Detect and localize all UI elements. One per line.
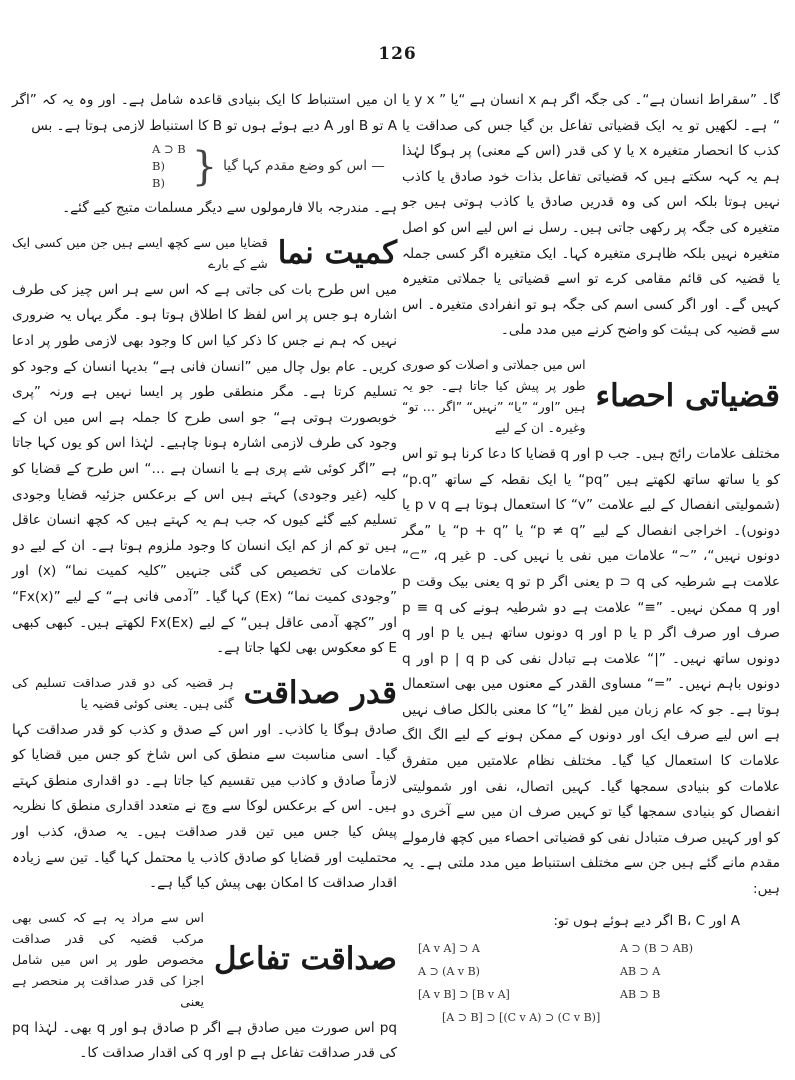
left-column: [12, 88, 397, 1069]
section-title-quantifier: کمیت نما: [277, 234, 397, 271]
axiom-formula: AB ⊃ A: [620, 965, 661, 979]
formula-condition-line: A اور B، C اگر دیے ہوئے ہوں تو:: [553, 912, 740, 929]
section-intro-propositional-calculus: اس میں جملاتی و اصلات کو صوری طور پر پیش کیا جاتا ہے۔ جو یہ ہیں ”اور“ ”یا“ ”نہیں“ ”اگر … تو“ وغیرہ۔ ان کے لیے: [402, 356, 586, 435]
section-intro-truth-value: ہر قضیہ کی دو قدر صداقت تسلیم کی گئی ہیں۔ یعنی کوئی قضیہ یا: [12, 674, 234, 711]
paragraph-quantifier: میں اس طرح بات کی جاتی ہے کہ اس سے ہر اس چیز کی طرف اشارہ ہو جس پر اس لفظ کا اطلاق ہوتا ہو۔ مگر یہاں یہ ضروری نہیں کہ ہم نے جس کا ذکر کیا اس کا وجود بھی لازمی طور پر ادعا کریں۔ عام بول چال میں ”انسان فانی ہے“ بدیہا انسان کے وجود کو تسلیم کرتا ہے۔ مگر منطقی طور پر ایسا نہیں ہے ورنہ ”پری خوبصورت ہوتی ہے“ جو اسی طرح کا جملہ ہے اس میں ان کے وجود کی طرف لازمی اشارہ ہونا چاہیے۔ لہٰذا اس کو یوں کہا جاتا ہے ”اگر کوئی شے پری ہے یا انسان ہے …“ اس طرح کے قضایا کو کلیہ (غیر وجودی) کہتے ہیں اس کے برعکس جزئیہ قضایا وجودی تسلیم کیے گئے کیوں کہ جب ہم یہ کہتے ہیں کہ کچھ انسان عاقل ہیں تو کم از کم ایک انسان کا وجود ملزوم ہوتا ہے۔ ان کے لیے دو علامات کی تخصیص کی گئی جنہیں ”کلیہ کمیت نما“ (x) اور ”وجودی کمیت نما“ (Ex) کہا گیا۔ ”آدمی فانی ہے“ کے لیے ”(x)Fx“ اور ”کچھ آدمی عاقل ہیں“ کے لیے (Ex)Fx لکھتے ہیں۔ کبھی کبھی E کو معکوس بھی لکھا جاتا ہے۔: [12, 281, 397, 657]
formula-line: B): [152, 176, 165, 191]
section-header-quantifier: [12, 232, 397, 274]
paragraph-modus-ponens: ان میں استنباط کا ایک بنیادی قاعدہ شامل ہے۔ اور وہ یہ کہ ”اگر A تو B اور A دیے ہوئے ہوں تو B کا استنباط لازمی ہوتا ہے۔ بس: [12, 92, 397, 134]
modus-ponens-lines: [152, 141, 186, 192]
section-title-propositional-calculus: قضیاتی احصاء: [595, 377, 780, 414]
modus-ponens-note: — اس کو وضع مقدم کہا گیا: [223, 158, 385, 175]
section-title-truth-value: قدر صداقت: [243, 674, 397, 711]
axiom-formulas: [418, 940, 780, 1027]
formula-line: B): [152, 159, 165, 174]
section-intro-quantifier: قضایا میں سے کچھ ایسے ہیں جن میں کسی ایک شے کے بارے: [12, 234, 268, 271]
axiom-formula: A ⊃ (A v B): [418, 965, 480, 979]
section-title-truth-function: صداقت تفاعل: [214, 941, 397, 978]
right-column: [402, 88, 780, 1027]
page-number: 126: [378, 44, 417, 64]
axiom-formula: A ⊃ (B ⊃ AB): [620, 942, 694, 956]
paragraph-propositional-function: گا۔ ”سقراط انسان ہے“۔ کی جگہ اگر ہم x انسان ہے “یا ” y x یا “ ہے۔ لکھیں تو یہ ایک قضیاتی تفاعل بن گیا جس کی صداقت یا کذب کا انحصار متغیرہ x یا y کی قدر (اس کے معنی) پر ہوگا لہٰذا ہم یہ کہہ سکتے ہیں کہ قضیاتی تفاعل بذات خود صادق یا کاذب نہیں ہوتا بلکہ اس کی وہ قدریں صادق یا کاذب ہوتی ہیں جو متغیرہ کی جگہ پر رکھی جاتی ہیں۔ رسل نے اس لیے اس کو اصل متغیرہ نہیں بلکہ ظاہری متغیرہ کہا۔ ایک متغیرہ اگر کسی جملہ یا قضیہ کی قائم مقامی کرے تو اسے قضیاتی یا جملاتی متغیرہ کہیں گے۔ اور اگر کسی اسم کی جگہ ہو تو انفرادی متغیرہ۔ اس سے قضیہ کی ہیئت کو واضح کرنے میں مدد ملی۔: [402, 92, 780, 339]
axiom-formula: AB ⊃ B: [620, 988, 661, 1002]
section-header-truth-function: [12, 907, 397, 1012]
paragraph-truth-value: صادق ہوگا یا کاذب۔ اور اس کے صدق و کذب کو قدر صداقت کہا گیا۔ اسی مناسبت سے منطق کی اس شاخ کو جس میں قضایا کو لازماً صادق و کاذب میں تقسیم کیا جاتا ہے۔ دو اقداری منطق کہتے ہیں۔ اس کے برعکس لوکا سے وچ نے متعدد اقداری منطق کا نظریہ پیش کیا جس میں تین قدر صداقت ہیں۔ یہ صدق، کذب اور محتملیت اور قضایا کو صادق کاذب یا محتمل کہا گیا۔ تین سے زیادہ اقدار صداقت کا امکان بھی پیش کیا گیا ہے۔: [12, 721, 397, 892]
formula-line: A ⊃ B: [152, 142, 186, 157]
section-intro-truth-function: اس سے مراد یہ ہے کہ کسی بھی مرکب قضیہ کی قدر صداقت مخصوص طور پر اس میں شامل اجزا کی قدر صداقت پر منحصر ہے یعنی: [12, 909, 204, 1009]
section-header-propositional-calculus: [402, 354, 780, 438]
axiom-formula: [A v B] ⊃ [B v A]: [418, 988, 510, 1002]
section-header-truth-value: [12, 672, 397, 714]
axiom-formula: [A ⊃ B] ⊃ [(C v A) ⊃ (C v B)]: [442, 1011, 601, 1025]
paragraph-truth-function: pq اس صورت میں صادق ہے اگر p صادق ہو اور q بھی۔ لہٰذا pq کی قدر صداقت تفاعل ہے p اور q کی اقدار صداقت کا۔: [12, 1019, 398, 1062]
modus-ponens-formula: [152, 141, 397, 192]
brace-symbol: }: [191, 143, 218, 190]
paragraph-logical-symbols: مختلف علامات رائج ہیں۔ جب p اور q قضایا کا دعا کرنا ہو تو اس کو یا ساتھ ساتھ لکھتے ہیں ”pq“ یا ایک نقطہ کے ساتھ ”p.q“ (شمولیتی انفصال کے لیے علامت ”v“ کا استعمال ہوتا ہے p v q یا دونوں)۔ اخراجی انفصال کے لیے ”p ≠ q“ یا ”p + q“ یا ”مگر دونوں نہیں“، ”~“ علامات میں نفی یا نہیں کی۔ p غیر q، ”⊃“ علامت ہے شرطیہ کی p ⊃ q یعنی اگر p تو q یعنی بیک وقت p اور q ممکن نہیں۔ ”≡“ علامت ہے دو شرطیہ ہونے کی p ≡ q صرف اور صرف اگر p یا p اور q دونوں ساتھ ہیں یا p اور q دونوں ساتھ نہیں۔ ”|“ علامت ہے تبادل نفی کی p | q p اور q دونوں باہم نہیں۔ ”=“ مساوی القدر کے معنوں میں بھی استعمال ہوتا ہے۔ جو کہ عام زبان میں لفظ ”یا“ کا معنی بالکل صاف نہیں ہے اس لیے صرف ایک اور دونوں کے ممکن ہونے کے لیے الگ الگ علامات کا استعمال کیا گیا۔ مختلف نظام علامتیں میں متفرق علامات کو بنیادی سمجھا گیا۔ کہیں اتصال، نفی اور شمولیتی انفصال کو بنیادی سمجھا گیا تو کہیں صرف ان میں سے آخری دو کو اور کہیں صرف متبادل نفی کو قضیاتی احصاء میں کچھ فارمولے مقدم مانے گئے ہیں جن سے مختلف استنباط میں مدد ملتی ہے۔ یہ ہیں:: [402, 445, 781, 898]
axiom-formula: [A v A] ⊃ A: [418, 942, 480, 956]
paragraph-derived-axioms: ہے۔ مندرجہ بالا فارمولوں سے دیگر مسلمات متیج کیے گئے۔: [62, 200, 397, 217]
